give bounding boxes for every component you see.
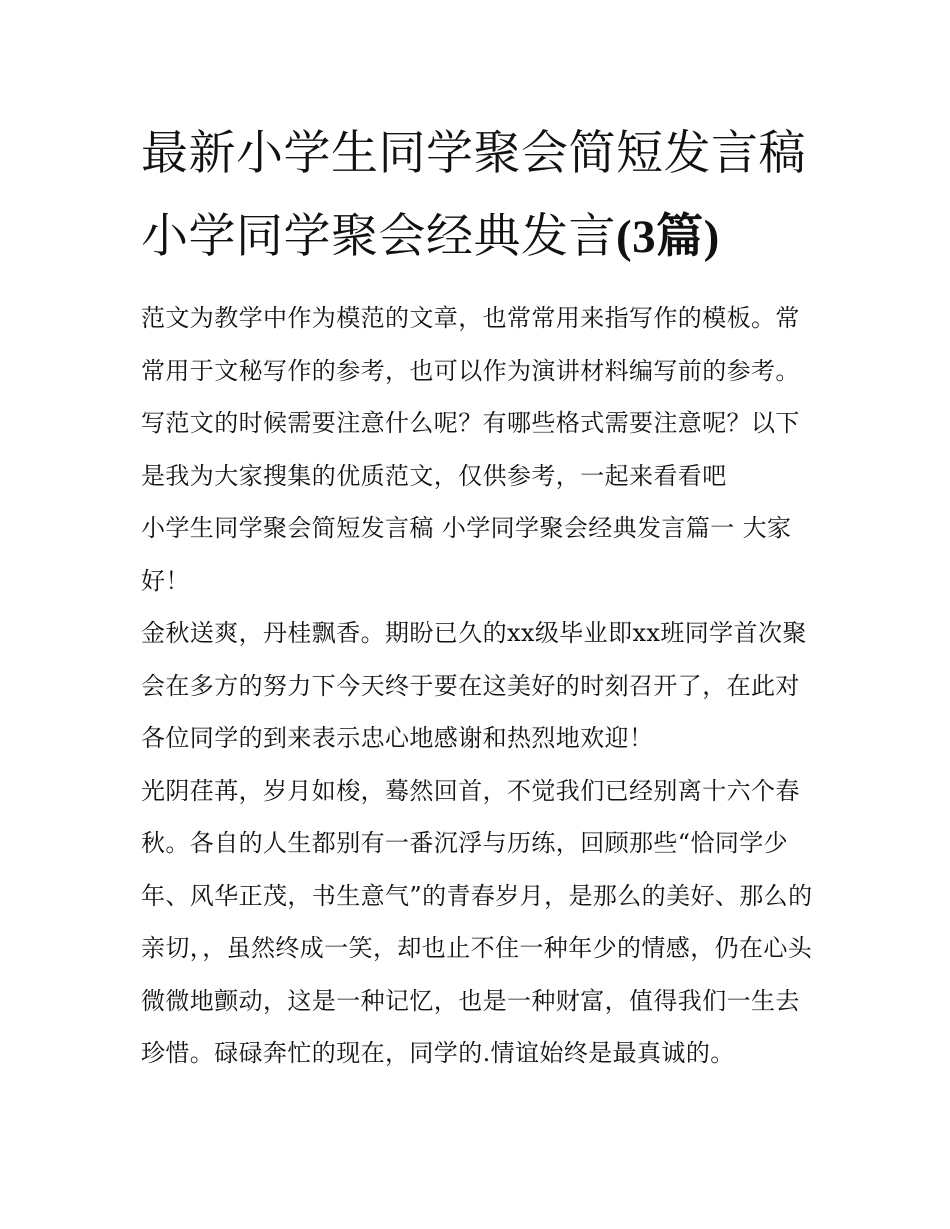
body-paragraph: 金秋送爽，丹桂飘香。期盼已久的xx级毕业即xx班同学首次聚会在多方的努力下今天终于要在这美好的时刻召开了，在此对各位同学的到来表示忠心地感谢和热烈地欢迎！ — [141, 619, 807, 752]
body-paragraph: 光阴荏苒，岁月如梭，蓦然回首，不觉我们已经别离十六个春秋。各自的人生都别有一番沉浮与历练，回顾那些“恰同学少年、风华正茂，书生意气”的青春岁月，是那么的美好、那么的亲切，，虽然终成一笑，却也止不住一种年少的情感，仍在心头微微地颤动，这是一种记忆，也是一种财富，值得我们一生去珍惜。碌碌奔忙的现在，同学的.情谊始终是最真诚的。 — [141, 776, 813, 1067]
title-suffix: (3篇) — [616, 211, 720, 263]
document-title — [141, 112, 813, 279]
intro-paragraph: 范文为教学中作为模范的文章，也常常用来指写作的模板。常常用于文秘写作的参考，也可以作为演讲材料编写前的参考。写范文的时候需要注意什么呢？有哪些格式需要注意呢？以下是我为大家搜集的优质范文，仅供参考，一起来看看吧 — [141, 304, 800, 490]
document-page — [141, 112, 813, 1080]
title-text: 最新小学生同学聚会简短发言稿 小学同学聚会经典发言 — [141, 126, 806, 264]
speech-heading-paragraph: 小学生同学聚会简短发言稿 小学同学聚会经典发言篇一 大家好！ — [141, 514, 792, 595]
document-body — [141, 292, 813, 1080]
